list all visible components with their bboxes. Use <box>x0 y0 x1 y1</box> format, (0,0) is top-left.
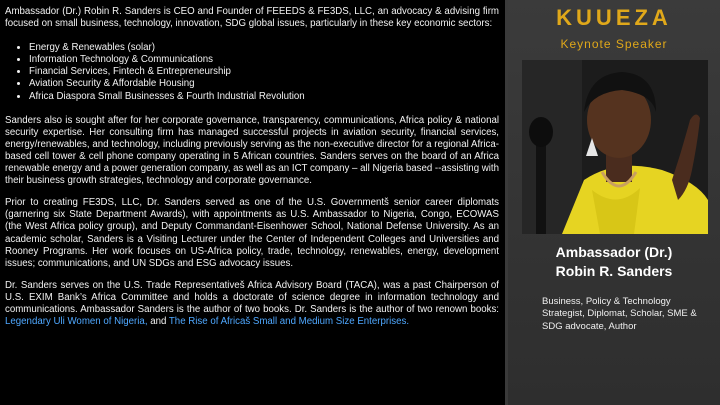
brand-logo-text: KUUEZA <box>556 5 672 30</box>
speaker-sidebar <box>508 0 720 405</box>
list-item: • Africa Diaspora Small Businesses & Fourth Industrial Revolution <box>29 91 499 103</box>
speaker-photo <box>522 60 708 234</box>
book-link-legendary-uli-women[interactable]: Legendary Uli Women of Nigeria, <box>5 316 148 328</box>
bio-paragraph-consulting: Sanders also is sought after for her corporate governance, transparency, communications, Africa policy & national security expertise. Her consulting firm has managed successful projects in aviation security, financial services, energy/renewables, and technology, including previously serving as the non-executive director for a regional Africa-based cell tower & cell phone company operating in 5 African countries. Sanders serves on the board of an Africa renewable energy and a power generation company, as well as an ICT company – all Nigeria based --assisting with their business growth strategies, technology and corporate governance. <box>5 114 499 187</box>
list-item: • Energy & Renewables (solar) <box>29 42 499 54</box>
speaker-name-full: Robin R. Sanders <box>555 263 673 279</box>
list-item: • Information Technology & Communications <box>29 54 499 66</box>
list-item: • Financial Services, Fintech & Entrepreneurship <box>29 66 499 78</box>
speaker-subtitle: Keynote Speaker <box>560 37 668 51</box>
list-item: • Aviation Security & Affordable Housing <box>29 78 499 90</box>
bio-intro: Ambassador (Dr.) Robin R. Sanders is CEO and Founder of FEEEDS & FE3DS, LLC, an advocacy & advising firm focused on small business, technology, innovation, SDG global issues, particularly in these key economic sectors: <box>5 6 499 30</box>
speaker-name-title: Ambassador (Dr.) <box>555 244 673 260</box>
book-link-rise-of-africa-sme[interactable]: The Rise of Africaš Small and Medium Size Enterprises. <box>168 316 410 328</box>
speaker-name <box>508 243 720 281</box>
conjunction-text: and <box>147 316 169 328</box>
bio-paragraph-books <box>5 280 499 328</box>
sector-list <box>5 42 499 102</box>
speaker-portrait-illustration <box>522 60 708 234</box>
bio-books-text: Dr. Sanders serves on the U.S. Trade Representativeš Africa Advisory Board (TACA), was a past Chairperson of U.S. EXIM Bank’s Africa Committee and holds a doctorate of science degree in information technology and communications. Ambassador Sanders is the author of two books. Dr. Sanders is the author of two renown books: <box>5 279 499 315</box>
speaker-description: Business, Policy & Technology Strategist, Diplomat, Scholar, SME & SDG advocate, Author <box>542 296 697 332</box>
bio-paragraph-diplomat: Prior to creating FE3DS, LLC, Dr. Sanders served as one of the U.S. Governmentš senior career diplomats (garnering six State Department Awards), with appointments as U.S. Ambassador to Nigeria, Congo, ECOWAS (the West Africa policy group), and Deputy Commandant-Eisenhower School, National Defense University. As an academic scholar, Sanders is a Visiting Lecturer under the Center of Independent Colleges and Universities and Rooney Programs. Her work focuses on US-Africa policy, trade, technology, renewables, energy, development issues; communications, and UN SDGs and ESG advocacy issues. <box>5 197 499 269</box>
